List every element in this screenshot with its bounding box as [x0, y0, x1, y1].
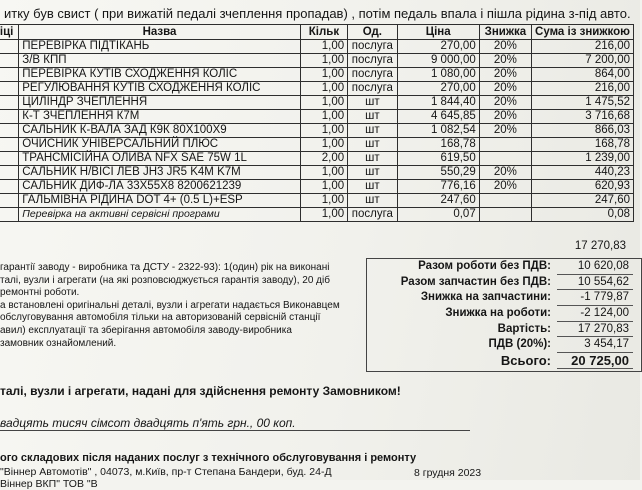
item-unit: послуга [348, 82, 397, 96]
item-name: САЛЬНИК К-ВАЛА ЗАД К9К 80X100X9 [19, 124, 300, 138]
footer-statement: ого складових після наданих послуг з технічного обслуговування і ремонту [0, 452, 417, 464]
summary-value: 17 270,83 [557, 322, 633, 338]
summary-label: Знижка на роботи: [445, 307, 551, 320]
summary-label: Вартість: [497, 322, 551, 335]
row-index [0, 124, 19, 138]
item-discount: 20% [479, 82, 531, 96]
item-price: 0,07 [397, 208, 479, 222]
row-index [0, 194, 19, 208]
item-qty: 1,00 [300, 54, 347, 68]
item-sum: 1 239,00 [532, 152, 634, 166]
table-row [0, 194, 634, 208]
table-row [0, 68, 634, 82]
summary-value: 10 554,62 [557, 275, 633, 291]
row-index [0, 96, 19, 110]
guarantee-line: замовник ознайомлений. [0, 337, 117, 349]
col-header-price: Ціна [397, 25, 479, 40]
col-header-name: Назва [19, 25, 300, 40]
item-sum: 440,23 [532, 166, 634, 180]
row-index [0, 208, 19, 222]
summary-value: -1 779,87 [557, 290, 633, 306]
grand-total-value: 20 725,00 [557, 353, 633, 369]
item-qty: 1,00 [300, 138, 347, 152]
services-parts-table [0, 24, 634, 222]
item-price: 168,78 [397, 138, 479, 152]
item-discount: 20% [479, 124, 531, 138]
item-name: ПЕРЕВІРКА КУТІВ СХОДЖЕННЯ КОЛІС [19, 68, 300, 82]
item-qty: 1,00 [300, 166, 347, 180]
item-name: ЦИЛІНДР ЗЧЕПЛЕННЯ [19, 96, 300, 110]
summary-value: 3 454,17 [557, 337, 633, 353]
item-unit: послуга [348, 208, 397, 222]
item-name: К-Т ЗЧЕПЛЕННЯ К7М [19, 110, 300, 124]
item-price: 776,16 [397, 180, 479, 194]
item-unit: послуга [348, 54, 397, 68]
guarantee-line: а встановлені оригінальні деталі, вузли і агрегати надається Виконавцем [0, 299, 340, 311]
item-unit: послуга [348, 68, 397, 82]
item-sum: 3 716,68 [532, 110, 634, 124]
item-name: РЕГУЛЮВАННЯ КУТІВ СХОДЖЕННЯ КОЛІС [19, 82, 300, 96]
customer-parts-note: талі, вузли і агрегати, надані для здійснення ремонту Замовником! [0, 384, 401, 398]
item-name: САЛЬНИК Н/ВІСІ ЛЕВ JH3 JR5 K4M K7M [19, 166, 300, 180]
table-header [0, 25, 634, 40]
item-name: ТРАНСМІСІЙНА ОЛИВА NFX SAE 75W 1L [19, 152, 300, 166]
item-price: 1 844,40 [397, 96, 479, 110]
item-price: 550,29 [397, 166, 479, 180]
row-index [0, 180, 19, 194]
item-sum: 620,93 [532, 180, 634, 194]
summary-box [366, 258, 642, 372]
item-sum: 0,08 [532, 208, 634, 222]
item-qty: 1,00 [300, 96, 347, 110]
item-unit: шт [348, 110, 397, 124]
row-index [0, 166, 19, 180]
grand-total-row [367, 353, 641, 369]
table-row [0, 82, 634, 96]
item-qty: 1,00 [300, 194, 347, 208]
table-row [0, 110, 634, 124]
item-price: 270,00 [397, 40, 479, 54]
item-discount: 20% [479, 166, 531, 180]
table-row [0, 152, 634, 166]
item-unit: шт [348, 194, 397, 208]
item-sum: 1 475,52 [532, 96, 634, 110]
guarantee-text [0, 262, 365, 350]
item-discount [479, 138, 531, 152]
row-index [0, 68, 19, 82]
table-row [0, 208, 634, 222]
summary-row [367, 322, 641, 338]
item-name: ГАЛЬМІВНА РІДИНА DOT 4+ (0.5 L)+ESP [19, 194, 300, 208]
guarantee-line: талі, вузли і агрегати (на які розповсюджується гарантія заводу), 20 діб [0, 274, 330, 286]
complaint-text: итку був свист ( при вижатій педалі зчеплення пропадав) , потім педаль впала і пішла рідина з-під авто. [4, 6, 631, 21]
col-header: іці [0, 25, 19, 40]
guarantee-line: обслуговування автомобіля тільки на авторизованій сервісній станції [0, 312, 321, 324]
grand-total-label: Всього: [500, 353, 551, 369]
item-qty: 2,00 [300, 152, 347, 166]
item-sum: 216,00 [532, 40, 634, 54]
item-unit: шт [348, 96, 397, 110]
row-index [0, 54, 19, 68]
summary-row [367, 290, 641, 306]
item-unit: послуга [348, 40, 397, 54]
row-index [0, 138, 19, 152]
item-discount [479, 194, 531, 208]
item-unit: шт [348, 138, 397, 152]
item-qty: 1,00 [300, 40, 347, 54]
summary-value: 10 620,08 [557, 259, 633, 275]
table-row [0, 166, 634, 180]
item-price: 619,50 [397, 152, 479, 166]
table-row [0, 124, 634, 138]
row-index [0, 152, 19, 166]
item-price: 270,00 [397, 82, 479, 96]
item-discount: 20% [479, 180, 531, 194]
item-discount: 20% [479, 110, 531, 124]
summary-row [367, 337, 641, 353]
col-header-unit: Од. [348, 25, 397, 40]
item-qty: 1,00 [300, 82, 347, 96]
summary-label: Знижка на запчастини: [420, 291, 551, 304]
item-price: 247,60 [397, 194, 479, 208]
table-row [0, 40, 634, 54]
table-row [0, 180, 634, 194]
item-name: З/В КПП [19, 54, 300, 68]
item-qty: 1,00 [300, 68, 347, 82]
summary-label: Разом роботи без ПДВ: [418, 260, 551, 272]
company-name-fragment: Віннер ВКП" ТОВ "В [0, 478, 98, 490]
document-date: 8 грудня 2023 [414, 467, 482, 479]
col-header-discount: Знижка [479, 25, 531, 40]
table-row [0, 138, 634, 152]
item-sum: 864,00 [532, 68, 634, 82]
summary-row [367, 275, 641, 291]
guarantee-line: ремонтні роботи. [0, 287, 80, 299]
item-sum: 216,00 [532, 82, 634, 96]
item-price: 4 645,85 [397, 110, 479, 124]
item-qty: 1,00 [300, 124, 347, 138]
item-qty: 1,00 [300, 208, 347, 222]
amount-in-words: вадцять тисяч сімсот двадцять п'ять грн., 00 коп. [0, 416, 470, 431]
row-index [0, 110, 19, 124]
guarantee-line: гарантії заводу - виробника та ДСТУ - 2322-93): 1(один) рік на виконані [0, 262, 330, 273]
col-header-qty: Кільк [300, 25, 347, 40]
item-discount [479, 152, 531, 166]
item-price: 9 000,00 [397, 54, 479, 68]
item-unit: шт [348, 166, 397, 180]
table-row [0, 96, 634, 110]
item-discount [479, 208, 531, 222]
guarantee-line: авил) експлуатації та зберігання автомобіля заводу-виробника [0, 324, 292, 336]
item-price: 1 080,00 [397, 68, 479, 82]
summary-row [367, 259, 641, 275]
table-total: 17 270,83 [574, 240, 626, 252]
table-row [0, 54, 634, 68]
item-discount: 20% [479, 96, 531, 110]
item-unit: шт [348, 152, 397, 166]
summary-label: ПДВ (20%): [488, 338, 551, 351]
item-discount: 20% [479, 54, 531, 68]
company-address: "Віннер Автомотів" , 04073, м.Київ, пр-т Степана Бандери, буд. 24-Д [0, 466, 332, 478]
row-index [0, 40, 19, 54]
col-header-sum: Сума із знижкою [532, 25, 634, 40]
item-sum: 7 200,00 [532, 54, 634, 68]
row-index [0, 82, 19, 96]
item-discount: 20% [479, 68, 531, 82]
item-unit: шт [348, 180, 397, 194]
summary-row [367, 306, 641, 322]
item-discount: 20% [479, 40, 531, 54]
item-name: ОЧИСНИК УНІВЕРСАЛЬНИЙ ПЛЮС [19, 138, 300, 152]
item-sum: 247,60 [532, 194, 634, 208]
summary-label: Разом запчастин без ПДВ: [400, 275, 551, 288]
item-price: 1 082,54 [397, 124, 479, 138]
item-name: ПЕРЕВІРКА ПІДТІКАНЬ [19, 40, 300, 54]
item-name: Перевірка на активні сервісні програми [19, 208, 300, 222]
item-unit: шт [348, 124, 397, 138]
item-name: САЛЬНИК ДИФ-ЛА 33X55X8 8200621239 [19, 180, 300, 194]
item-sum: 168,78 [532, 138, 634, 152]
item-qty: 1,00 [300, 180, 347, 194]
summary-value: -2 124,00 [557, 306, 633, 322]
item-sum: 866,03 [532, 124, 634, 138]
item-qty: 1,00 [300, 110, 347, 124]
